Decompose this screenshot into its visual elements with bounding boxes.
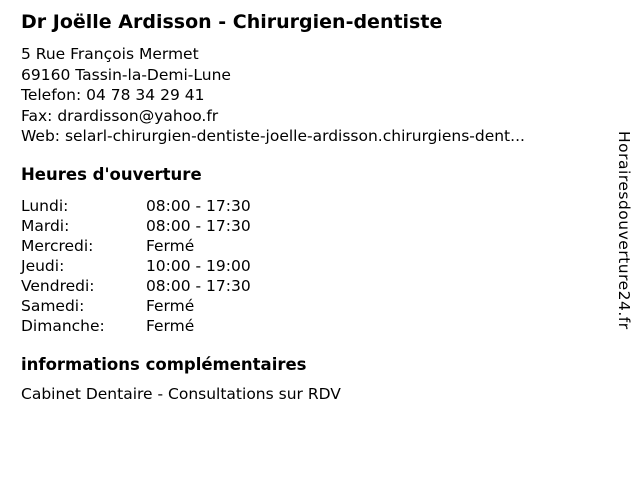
hours-row-friday xyxy=(21,276,596,296)
hours-row-tuesday xyxy=(21,216,596,236)
hours-row-monday xyxy=(21,196,596,216)
day-hours: Fermé xyxy=(145,316,195,335)
website-line[interactable]: Web: selarl-chirurgien-dentiste-joelle-ardisson.chirurgiens-dent... xyxy=(21,127,525,145)
day-hours: Fermé xyxy=(145,296,195,315)
hours-row-thursday xyxy=(21,256,596,276)
contact-block xyxy=(21,44,596,147)
day-label: Jeudi: xyxy=(21,256,65,275)
extra-info-heading: informations complémentaires xyxy=(21,354,307,374)
phone-line: Telefon: 04 78 34 29 41 xyxy=(21,86,205,104)
address-city: 69160 Tassin-la-Demi-Lune xyxy=(21,65,231,84)
opening-hours-heading: Heures d'ouverture xyxy=(21,164,202,184)
extra-info-text: Cabinet Dentaire - Consultations sur RDV xyxy=(21,384,341,403)
hours-row-sunday xyxy=(21,316,596,336)
day-hours: 08:00 - 17:30 xyxy=(145,216,251,235)
day-hours: Fermé xyxy=(145,236,195,255)
day-label: Vendredi: xyxy=(21,276,95,295)
day-hours: 08:00 - 17:30 xyxy=(145,276,251,295)
opening-hours-table xyxy=(21,196,596,336)
site-watermark: Horairesdouverture24.fr xyxy=(615,131,633,330)
hours-row-wednesday xyxy=(21,236,596,256)
hours-row-saturday xyxy=(21,296,596,316)
day-label: Samedi: xyxy=(21,296,85,315)
day-label: Mardi: xyxy=(21,216,70,235)
day-label: Lundi: xyxy=(21,196,69,215)
fax-line: Fax: drardisson@yahoo.fr xyxy=(21,106,219,125)
main-content xyxy=(21,10,596,404)
day-hours: 10:00 - 19:00 xyxy=(145,256,251,275)
day-label: Mercredi: xyxy=(21,236,94,255)
day-hours: 08:00 - 17:30 xyxy=(145,196,251,215)
day-label: Dimanche: xyxy=(21,316,105,335)
page-title: Dr Joëlle Ardisson - Chirurgien-dentiste xyxy=(21,11,443,33)
address-street: 5 Rue François Mermet xyxy=(21,45,199,63)
